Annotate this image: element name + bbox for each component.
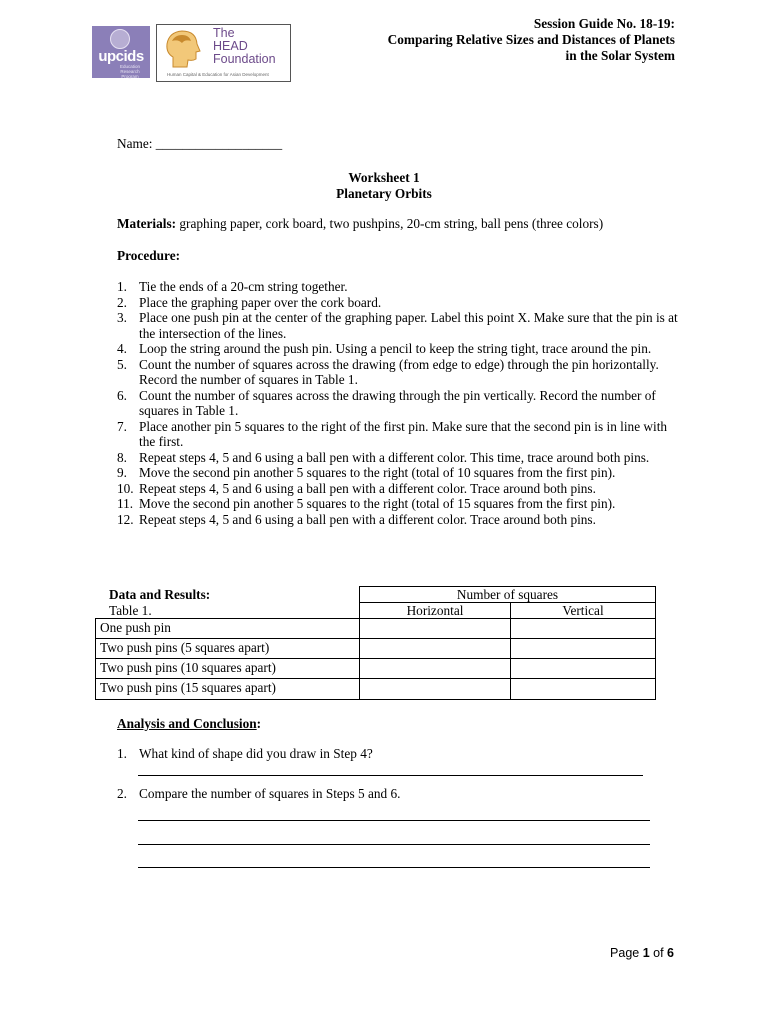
page-total: 6: [667, 946, 674, 960]
step-number: 10.: [117, 480, 134, 496]
worksheet-heading: Worksheet 1: [348, 170, 420, 185]
step-text: Loop the string around the push pin. Using a pencil to keep the string tight, trace around the pin.: [139, 341, 652, 356]
step-text: Place one push pin at the center of the graphing paper. Label this point X. Make sure that the pin is at the intersection of the lines.: [139, 310, 678, 341]
question-2: [117, 786, 400, 802]
step-text: Count the number of squares across the drawing through the pin vertically. Record the number of squares in Table 1.: [139, 387, 656, 418]
table-cell-vertical[interactable]: [510, 658, 656, 679]
step-number: 6.: [117, 387, 127, 403]
step-number: 2.: [117, 294, 127, 310]
procedure-step: [117, 450, 679, 466]
step-number: 8.: [117, 449, 127, 465]
procedure-step: [117, 341, 679, 357]
step-text: Move the second pin another 5 squares to the right (total of 15 squares from the first pin).: [139, 496, 616, 511]
question-number: 2.: [117, 786, 127, 801]
head-foundation-tagline: Human Capital & Education for Asian Development: [167, 72, 269, 77]
step-text: Place another pin 5 squares to the right of the first pin. Make sure that the second pin is in line with the first.: [139, 418, 668, 449]
materials-text: graphing paper, cork board, two pushpins, 20-cm string, ball pens (three colors): [176, 216, 604, 231]
step-text: Repeat steps 4, 5 and 6 using a ball pen with a different color. Trace around both pins.: [139, 480, 596, 496]
table-cell-vertical[interactable]: [510, 678, 656, 700]
table-row-label: Two push pins (10 squares apart): [95, 658, 360, 679]
step-number: 4.: [117, 341, 127, 356]
procedure-step: [117, 279, 679, 295]
step-number: 11.: [117, 496, 134, 511]
procedure-step: [117, 388, 679, 419]
page-of-label: of: [649, 946, 668, 960]
page-label: Page: [610, 946, 643, 960]
step-number: 1.: [117, 279, 127, 294]
upcids-logo: [92, 26, 150, 78]
procedure-step: [117, 496, 679, 512]
procedure-step: [117, 310, 679, 341]
procedure-step: [117, 512, 679, 528]
step-number: 9.: [117, 465, 127, 480]
session-guide-header: [388, 16, 675, 64]
table-header-horizontal: Horizontal: [359, 602, 511, 619]
seal-icon: [110, 29, 130, 49]
step-number: 7.: [117, 418, 127, 434]
upcids-logo-subtitle: Education Research Program: [119, 64, 140, 79]
table-row-label: One push pin: [95, 618, 360, 639]
upcids-logo-word: upcids: [98, 48, 144, 65]
step-text: Move the second pin another 5 squares to the right (total of 10 squares from the first pin).: [139, 465, 616, 480]
procedure-step: [117, 481, 679, 497]
table-cell-vertical[interactable]: [510, 618, 656, 639]
table-cell-horizontal[interactable]: [359, 638, 511, 659]
head-foundation-logo: [156, 24, 291, 82]
table-caption: Table 1.: [109, 603, 152, 618]
page-current: 1: [642, 946, 650, 960]
table-row-label: Two push pins (5 squares apart): [95, 638, 360, 659]
wordmark-line: HEAD: [213, 39, 248, 53]
header-line: in the Solar System: [565, 48, 675, 63]
question-text: Compare the number of squares in Steps 5 and 6.: [139, 786, 401, 801]
worksheet-title: [0, 170, 768, 202]
table-cell-vertical[interactable]: [510, 638, 656, 659]
wordmark-line: Foundation: [213, 52, 276, 66]
step-text: Repeat steps 4, 5 and 6 using a ball pen with a different color. This time, trace around both pins.: [139, 449, 650, 465]
answer-line[interactable]: [138, 775, 643, 776]
question-1: [117, 746, 373, 762]
analysis-title: Analysis and Conclusion: [117, 716, 257, 731]
step-text: Tie the ends of a 20-cm string together.: [139, 279, 348, 294]
table-header-vertical: Vertical: [510, 602, 656, 619]
materials-label: Materials:: [117, 216, 177, 231]
worksheet-subtitle: Planetary Orbits: [336, 186, 432, 201]
head-profile-icon: [163, 29, 201, 69]
procedure-label: Procedure:: [117, 248, 181, 263]
header-line: Comparing Relative Sizes and Distances of Planets: [387, 32, 675, 47]
answer-line[interactable]: [138, 867, 650, 868]
analysis-colon: :: [256, 716, 262, 731]
procedure-step: [117, 357, 679, 388]
materials-line: [117, 216, 603, 232]
step-text: Place the graphing paper over the cork board.: [139, 294, 382, 310]
table-cell-horizontal[interactable]: [359, 618, 511, 639]
step-number: 12.: [117, 511, 134, 527]
question-number: 1.: [117, 746, 127, 761]
name-field: Name: ___________________: [117, 136, 283, 151]
step-text: Repeat steps 4, 5 and 6 using a ball pen with a different color. Trace around both pins.: [139, 511, 596, 527]
answer-line[interactable]: [138, 820, 650, 821]
table-row-label: Two push pins (15 squares apart): [95, 678, 360, 700]
data-results-label: Data and Results:: [109, 587, 211, 602]
question-text: What kind of shape did you draw in Step 4?: [139, 746, 373, 761]
step-number: 3.: [117, 310, 127, 325]
answer-line[interactable]: [138, 844, 650, 845]
step-text: Count the number of squares across the drawing (from edge to edge) through the pin horizontally. Record the number of squares in Table 1.: [139, 356, 659, 387]
header-line: Session Guide No. 18-19:: [533, 16, 675, 31]
table-group-header: Number of squares: [359, 586, 656, 603]
table-cell-horizontal[interactable]: [359, 678, 511, 700]
procedure-step: [117, 465, 679, 481]
step-number: 5.: [117, 356, 127, 372]
procedure-step: [117, 419, 679, 450]
table-cell-horizontal[interactable]: [359, 658, 511, 679]
procedure-steps: [117, 279, 679, 527]
head-foundation-wordmark: [213, 27, 276, 66]
wordmark-line: The: [213, 26, 235, 40]
analysis-heading: [117, 716, 261, 732]
procedure-step: [117, 295, 679, 311]
page-number: [610, 946, 674, 960]
